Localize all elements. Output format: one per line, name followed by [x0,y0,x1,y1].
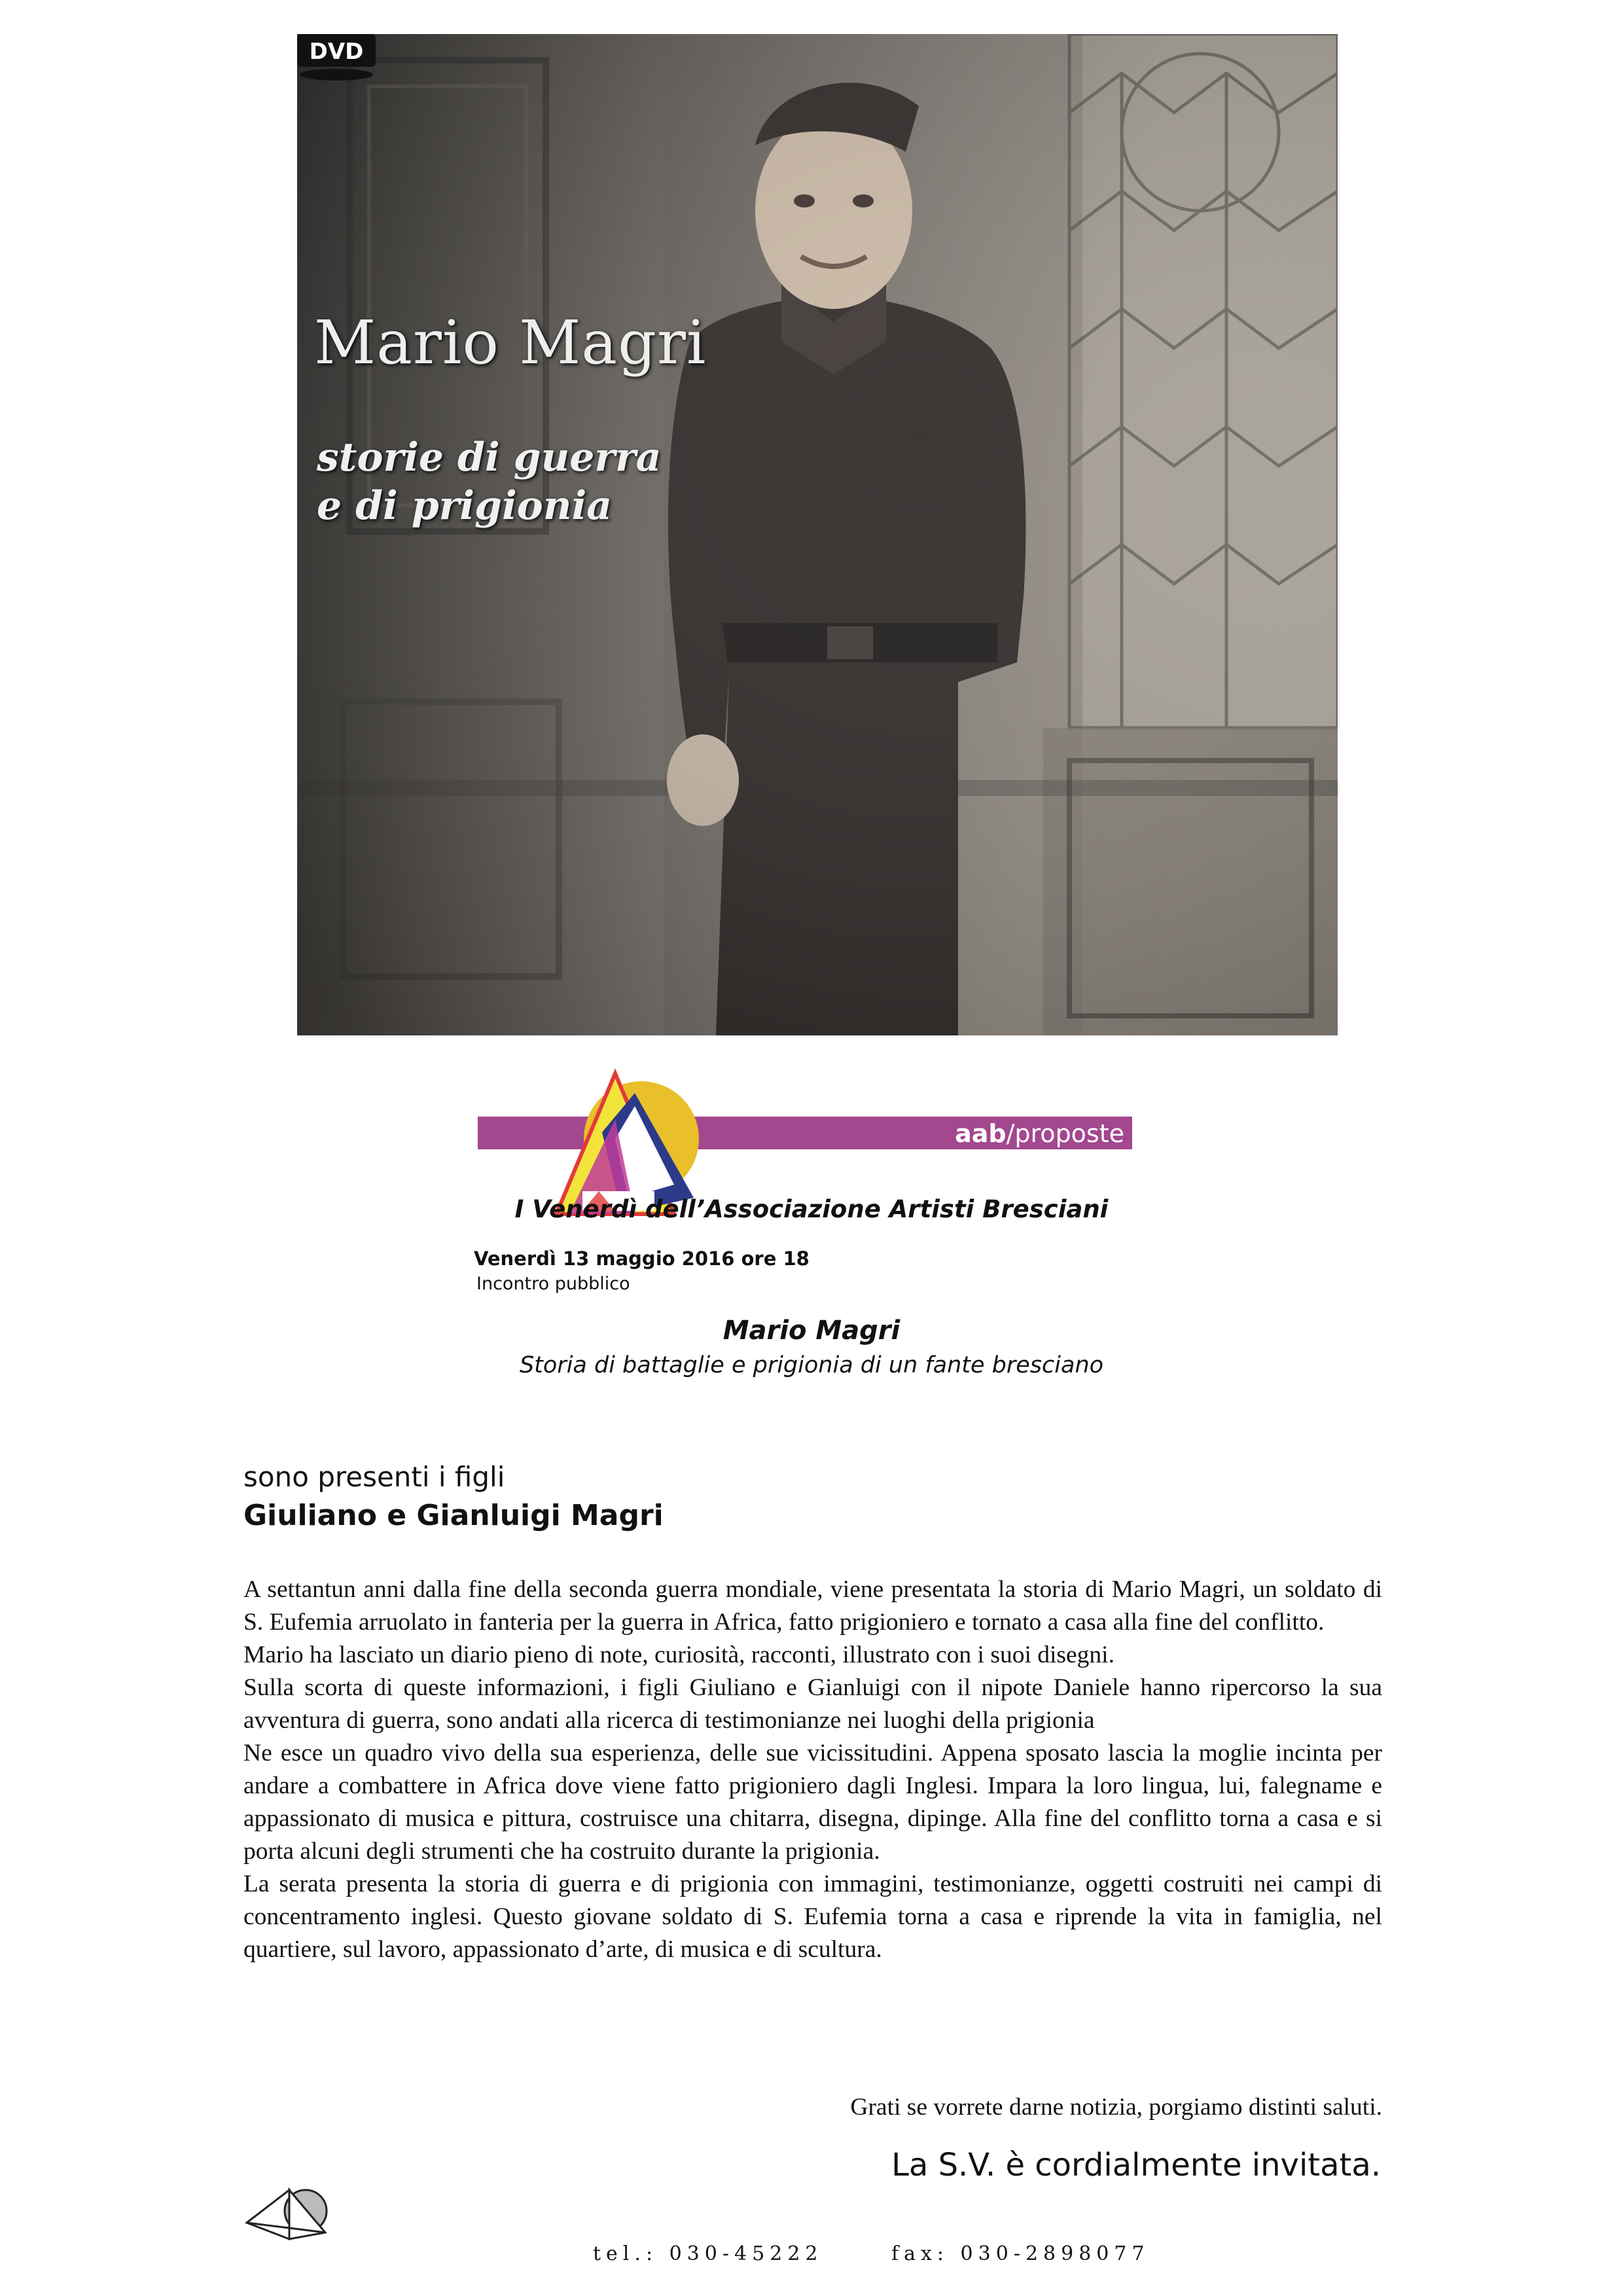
body-paragraph-2: Mario ha lasciato un diario pieno di note, curiosità, racconti, illustrato con i suoi disegni. [243,1641,1115,1668]
speaker-name: Mario Magri [722,1316,901,1346]
footer-logo-icon [243,2183,335,2242]
body-paragraph-5: La serata presenta la storia di guerra e di prigionia con immagini, testimonianze, oggetti costruiti nei campi di concentramento inglesi. Questo giovane soldato di S. Eufemia torna a casa e riprende la vita in famiglia, nel quartiere, sul lavoro, appassionato d’arte, di musica e di scultura. [243,1871,1382,1963]
banner-text: aab/proposte [955,1119,1124,1148]
cover-title: Mario Magri [314,308,707,378]
invitation-line: La S.V. è cordialmente invitata. [891,2147,1381,2183]
body-paragraph-4: Ne esce un quadro vivo della sua esperienza, delle sue vicissitudini. Appena sposato lascia la moglie incinta per andare a combattere in Africa dove viene fatto prigioniero dagli Inglesi. Impara la loro lingua, lui, falegname e appassionato di musica e pittura, costruisce una chitarra, disegna, dipinge. Alla fine del conflitto torna a casa e si porta alcuni degli strumenti che ha costruito durante la prigionia. [243,1740,1382,1865]
banner-brand: aab [955,1119,1007,1148]
event-date: Venerdì 13 maggio 2016 ore 18 [474,1247,810,1270]
cover-subtitle [317,433,683,530]
dvd-label: DVD [309,39,364,65]
event-type: Incontro pubblico [476,1274,630,1294]
body-paragraph-1: A settantun anni dalla fine della seconda guerra mondiale, viene presentata la storia di Mario Magri, un soldato di S. Eufemia arruolato in fanteria per la guerra in Africa, fatto prigioniero e tornato a casa alla fine del conflitto. [243,1576,1382,1636]
soldier-portrait-illustration [297,34,1338,1035]
event-subtitle: Storia di battaglie e prigionia di un fante bresciano [519,1352,1104,1378]
cover-subtitle-line1: storie di guerra [317,435,662,480]
dvd-icon [297,34,376,81]
footer-phone: tel.: 030-45222 [593,2242,823,2265]
association-title: I Venerdì dell’Associazione Artisti Bresciani [514,1195,1109,1223]
body-paragraph-3: Sulla scorta di queste informazioni, i figli Giuliano e Gianluigi con il nipote Daniele hanno ripercorso la sua avventura di guerra, sono andati alla ricerca di testimonianze nei luoghi della prigionia [243,1674,1382,1734]
presents-intro: sono presenti i figli [243,1461,505,1493]
footer-fax: fax: 030-2898077 [891,2242,1150,2265]
presents-names: Giuliano e Gianluigi Magri [243,1499,664,1532]
closing-thanks: Grati se vorrete darne notizia, porgiamo distinti saluti. [850,2094,1382,2121]
cover-subtitle-line2: e di prigionia [317,483,613,529]
banner-section: proposte [1014,1119,1124,1148]
dvd-cover-photo [297,34,1338,1035]
body-text [243,1573,1382,1966]
